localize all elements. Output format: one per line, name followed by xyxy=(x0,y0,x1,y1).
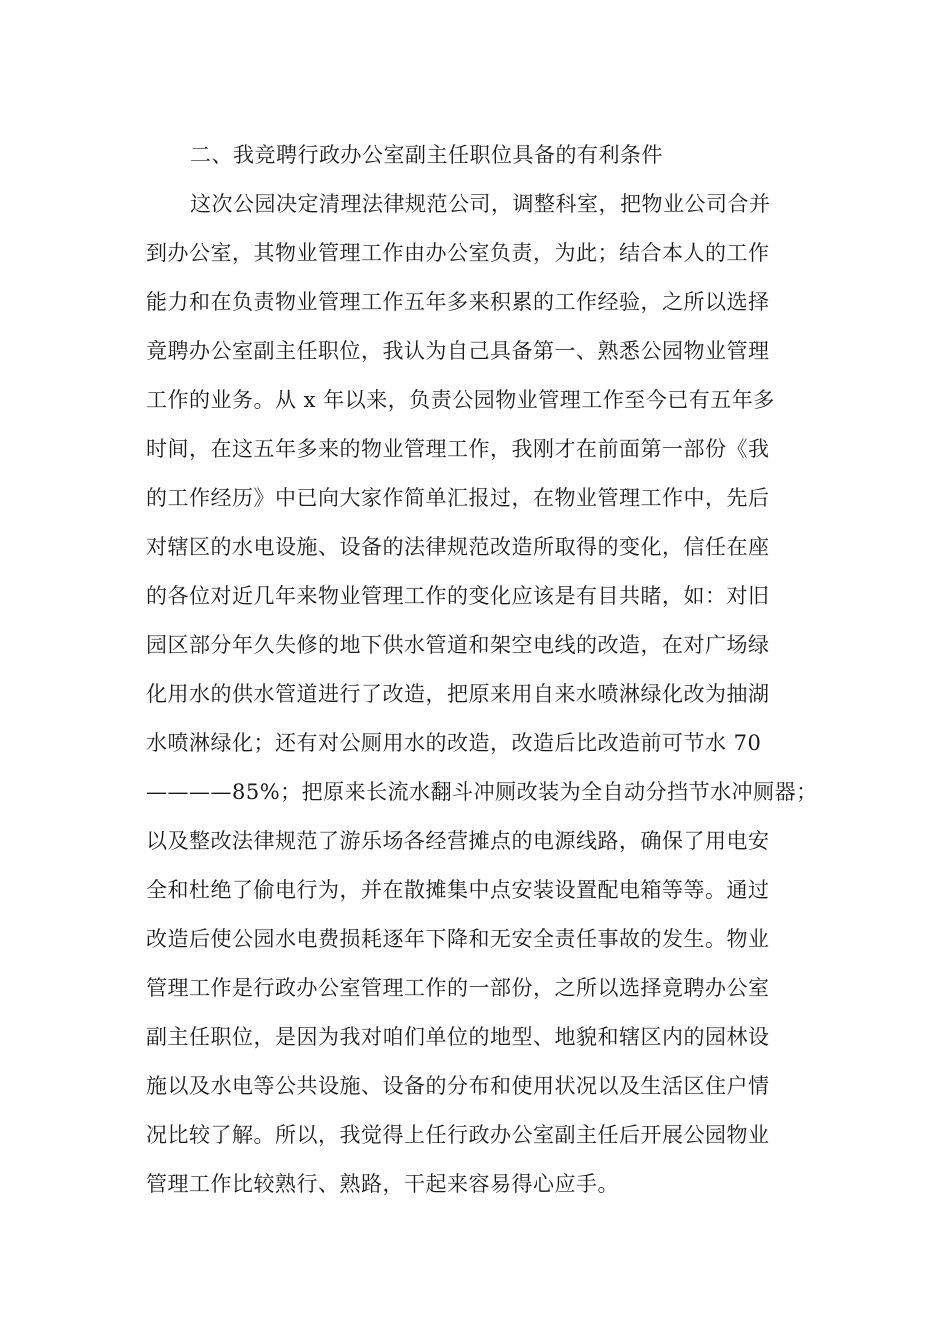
paragraph-line: 化用水的供水管道进行了改造，把原来用自来水喷淋绿化改为抽湖 xyxy=(146,682,770,706)
paragraph-line: 管理工作是行政办公室管理工作的一部份，之所以选择竟聘办公室 xyxy=(146,976,770,1000)
paragraph-line: 以及整改法律规范了游乐场各经营摊点的电源线路，确保了用电安 xyxy=(146,829,770,853)
paragraph-line: 水喷淋绿化；还有对公厕用水的改造，改造后比改造前可节水 70 xyxy=(146,731,762,755)
paragraph-line: 这次公园决定清理法律规范公司，调整科室，把物业公司合并 xyxy=(190,192,771,216)
section-heading: 二、我竞聘行政办公室副主任职位具备的有利条件 xyxy=(190,143,663,167)
paragraph-line: 全和杜绝了偷电行为，并在散摊集中点安装设置配电箱等等。通过 xyxy=(146,878,770,902)
paragraph-line: 况比较了解。所以，我觉得上任行政办公室副主任后开展公园物业 xyxy=(146,1123,770,1147)
paragraph-line: 竟聘办公室副主任职位，我认为自己具备第一、熟悉公园物业管理 xyxy=(146,339,770,363)
paragraph-line: 到办公室，其物业管理工作由办公室负责，为此；结合本人的工作 xyxy=(146,241,770,265)
paragraph-line: 的各位对近几年来物业管理工作的变化应该是有目共睹，如：对旧 xyxy=(146,584,770,608)
paragraph-line: 工作的业务。从 x 年以来，负责公园物业管理工作至今已有五年多 xyxy=(146,388,775,412)
paragraph-line: 的工作经历》中已向大家作简单汇报过，在物业管理工作中，先后 xyxy=(146,486,770,510)
paragraph-line: 副主任职位，是因为我对咱们单位的地型、地貌和辖区内的园林设 xyxy=(146,1025,770,1049)
paragraph-line: ————85%；把原来长流水翻斗冲厕改装为全自动分挡节水冲厕器； xyxy=(146,780,818,804)
paragraph-line: 管理工作比较熟行、熟路，干起来容易得心应手。 xyxy=(146,1172,619,1196)
paragraph-line: 施以及水电等公共设施、设备的分布和使用状况以及生活区住户情 xyxy=(146,1074,770,1098)
paragraph-line: 园区部分年久失修的地下供水管道和架空电线的改造，在对广场绿 xyxy=(146,633,770,657)
paragraph-line: 改造后使公园水电费损耗逐年下降和无安全责任事故的发生。物业 xyxy=(146,927,770,951)
paragraph-line: 能力和在负责物业管理工作五年多来积累的工作经验，之所以选择 xyxy=(146,290,770,314)
paragraph-line: 对辖区的水电设施、设备的法律规范改造所取得的变化，信任在座 xyxy=(146,535,770,559)
paragraph-line: 时间，在这五年多来的物业管理工作，我刚才在前面第一部份《我 xyxy=(146,437,770,461)
